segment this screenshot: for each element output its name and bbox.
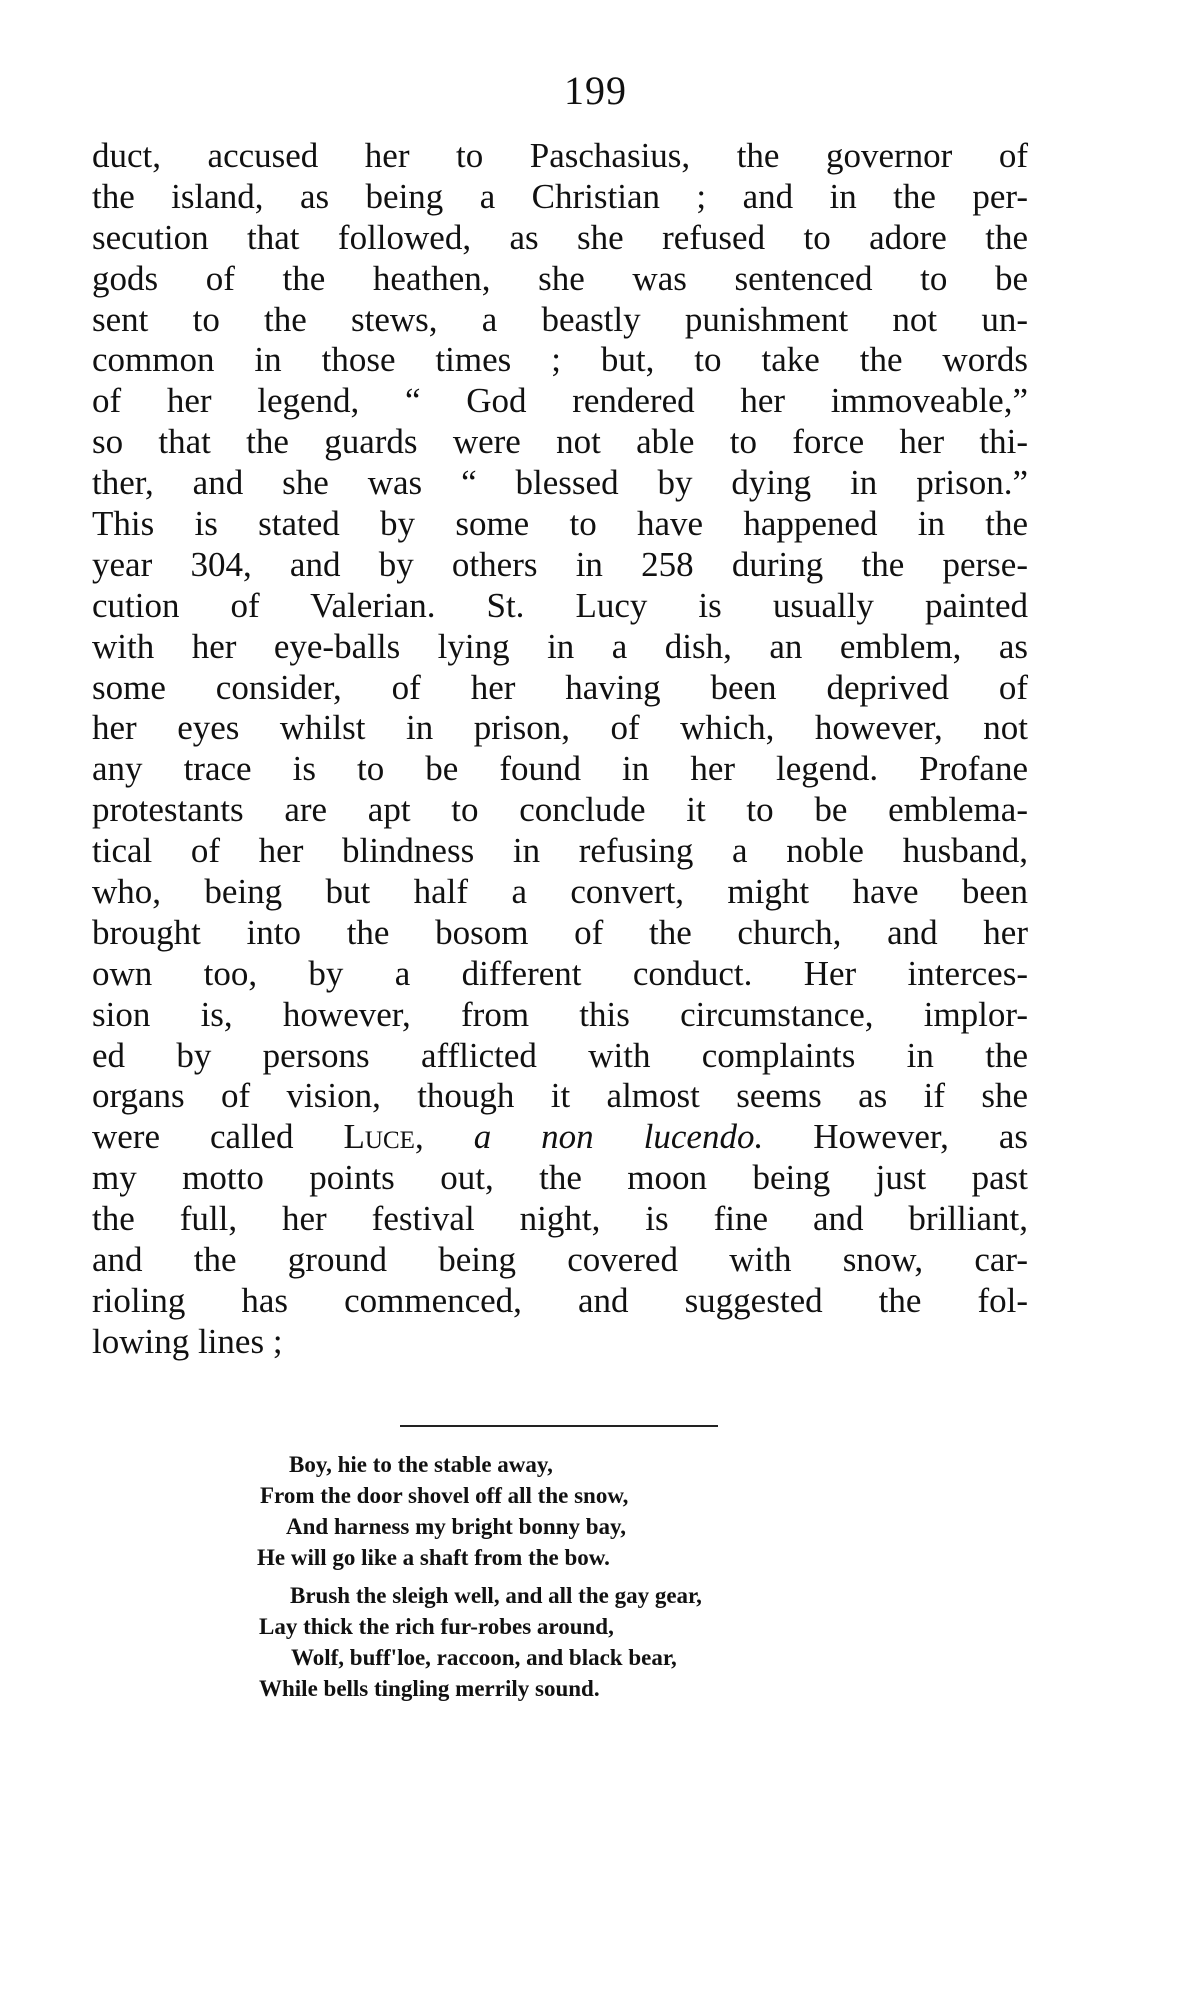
prose-line: own too, by a different conduct. Her interces- [92,953,1028,993]
verse-line: And harness my bright bonny bay, [286,1514,626,1539]
prose-text: However, as [763,1117,1029,1157]
verse-line: Wolf, buff'loe, raccoon, and black bear, [291,1645,677,1670]
verse-line: Boy, hie to the stable away, [289,1452,553,1477]
prose-line: and the ground being covered with snow, car- [92,1240,1028,1280]
prose-line: with her eye-balls lying in a dish, an emblem, as [92,626,1028,666]
prose-line: brought into the bosom of the church, and her [92,912,1028,952]
prose-line: cution of Valerian. St. Lucy is usually painted [92,585,1028,625]
prose-line: the island, as being a Christian ; and in the per- [92,176,1028,216]
prose-line: tical of her blindness in refusing a noble husband, [92,831,1028,871]
prose-line: some consider, of her having been deprived of [92,667,1028,707]
verse-line: Lay thick the rich fur-robes around, [259,1614,614,1639]
prose-line: ed by persons afflicted with complaints in the [92,1035,1028,1075]
verse-line: From the door shovel off all the snow, [260,1483,629,1508]
prose-line: organs of vision, though it almost seems as if she [92,1076,1028,1116]
prose-line: protestants are apt to conclude it to be emblema- [92,790,1028,830]
prose-line: the full, her festival night, is fine and brilliant, [92,1199,1028,1239]
prose-line: duct, accused her to Paschasius, the governor of [92,136,1028,175]
prose-line: lowing lines ; [92,1321,283,1361]
latin-phrase: a non lucendo. [473,1117,764,1157]
prose-line: her eyes whilst in prison, of which, however, not [92,708,1028,748]
verse-stanza [0,1449,1191,1573]
verse-stanza [0,1580,1191,1704]
verse-line: While bells tingling merrily sound. [259,1676,600,1701]
prose-paragraph [92,136,1028,1363]
prose-line: sion is, however, from this circumstance, implor- [92,994,1028,1034]
prose-line: so that the guards were not able to force her thi- [92,422,1028,462]
prose-line: ther, and she was “ blessed by dying in prison.” [92,463,1028,503]
page-number: 199 [564,68,627,113]
prose-line: gods of the heathen, she was sentenced to be [92,258,1028,298]
prose-line: secution that followed, as she refused to adore the [92,217,1028,257]
prose-line: any trace is to be found in her legend. Profane [92,749,1028,789]
prose-line: This is stated by some to have happened in the [92,504,1028,544]
verse-line: Brush the sleigh well, and all the gay gear, [290,1583,702,1608]
prose-line: common in those times ; but, to take the words [92,340,1028,380]
prose-line: sent to the stews, a beastly punishment not un- [92,299,1028,339]
prose-line: who, being but half a convert, might have been [92,872,1028,912]
name-luce: Luce [343,1117,415,1157]
prose-line: my motto points out, the moon being just past [92,1158,1028,1198]
verse-line: He will go like a shaft from the bow. [257,1545,610,1570]
prose-line: rioling has commenced, and suggested the fol- [92,1280,1028,1320]
prose-line: of her legend, “ God rendered her immoveable,” [92,381,1028,421]
prose-text: , [414,1117,474,1157]
prose-text: were called [92,1117,344,1157]
prose-line-luce [92,1117,1028,1158]
section-divider [400,1425,718,1427]
prose-line: year 304, and by others in 258 during the perse- [92,544,1028,584]
